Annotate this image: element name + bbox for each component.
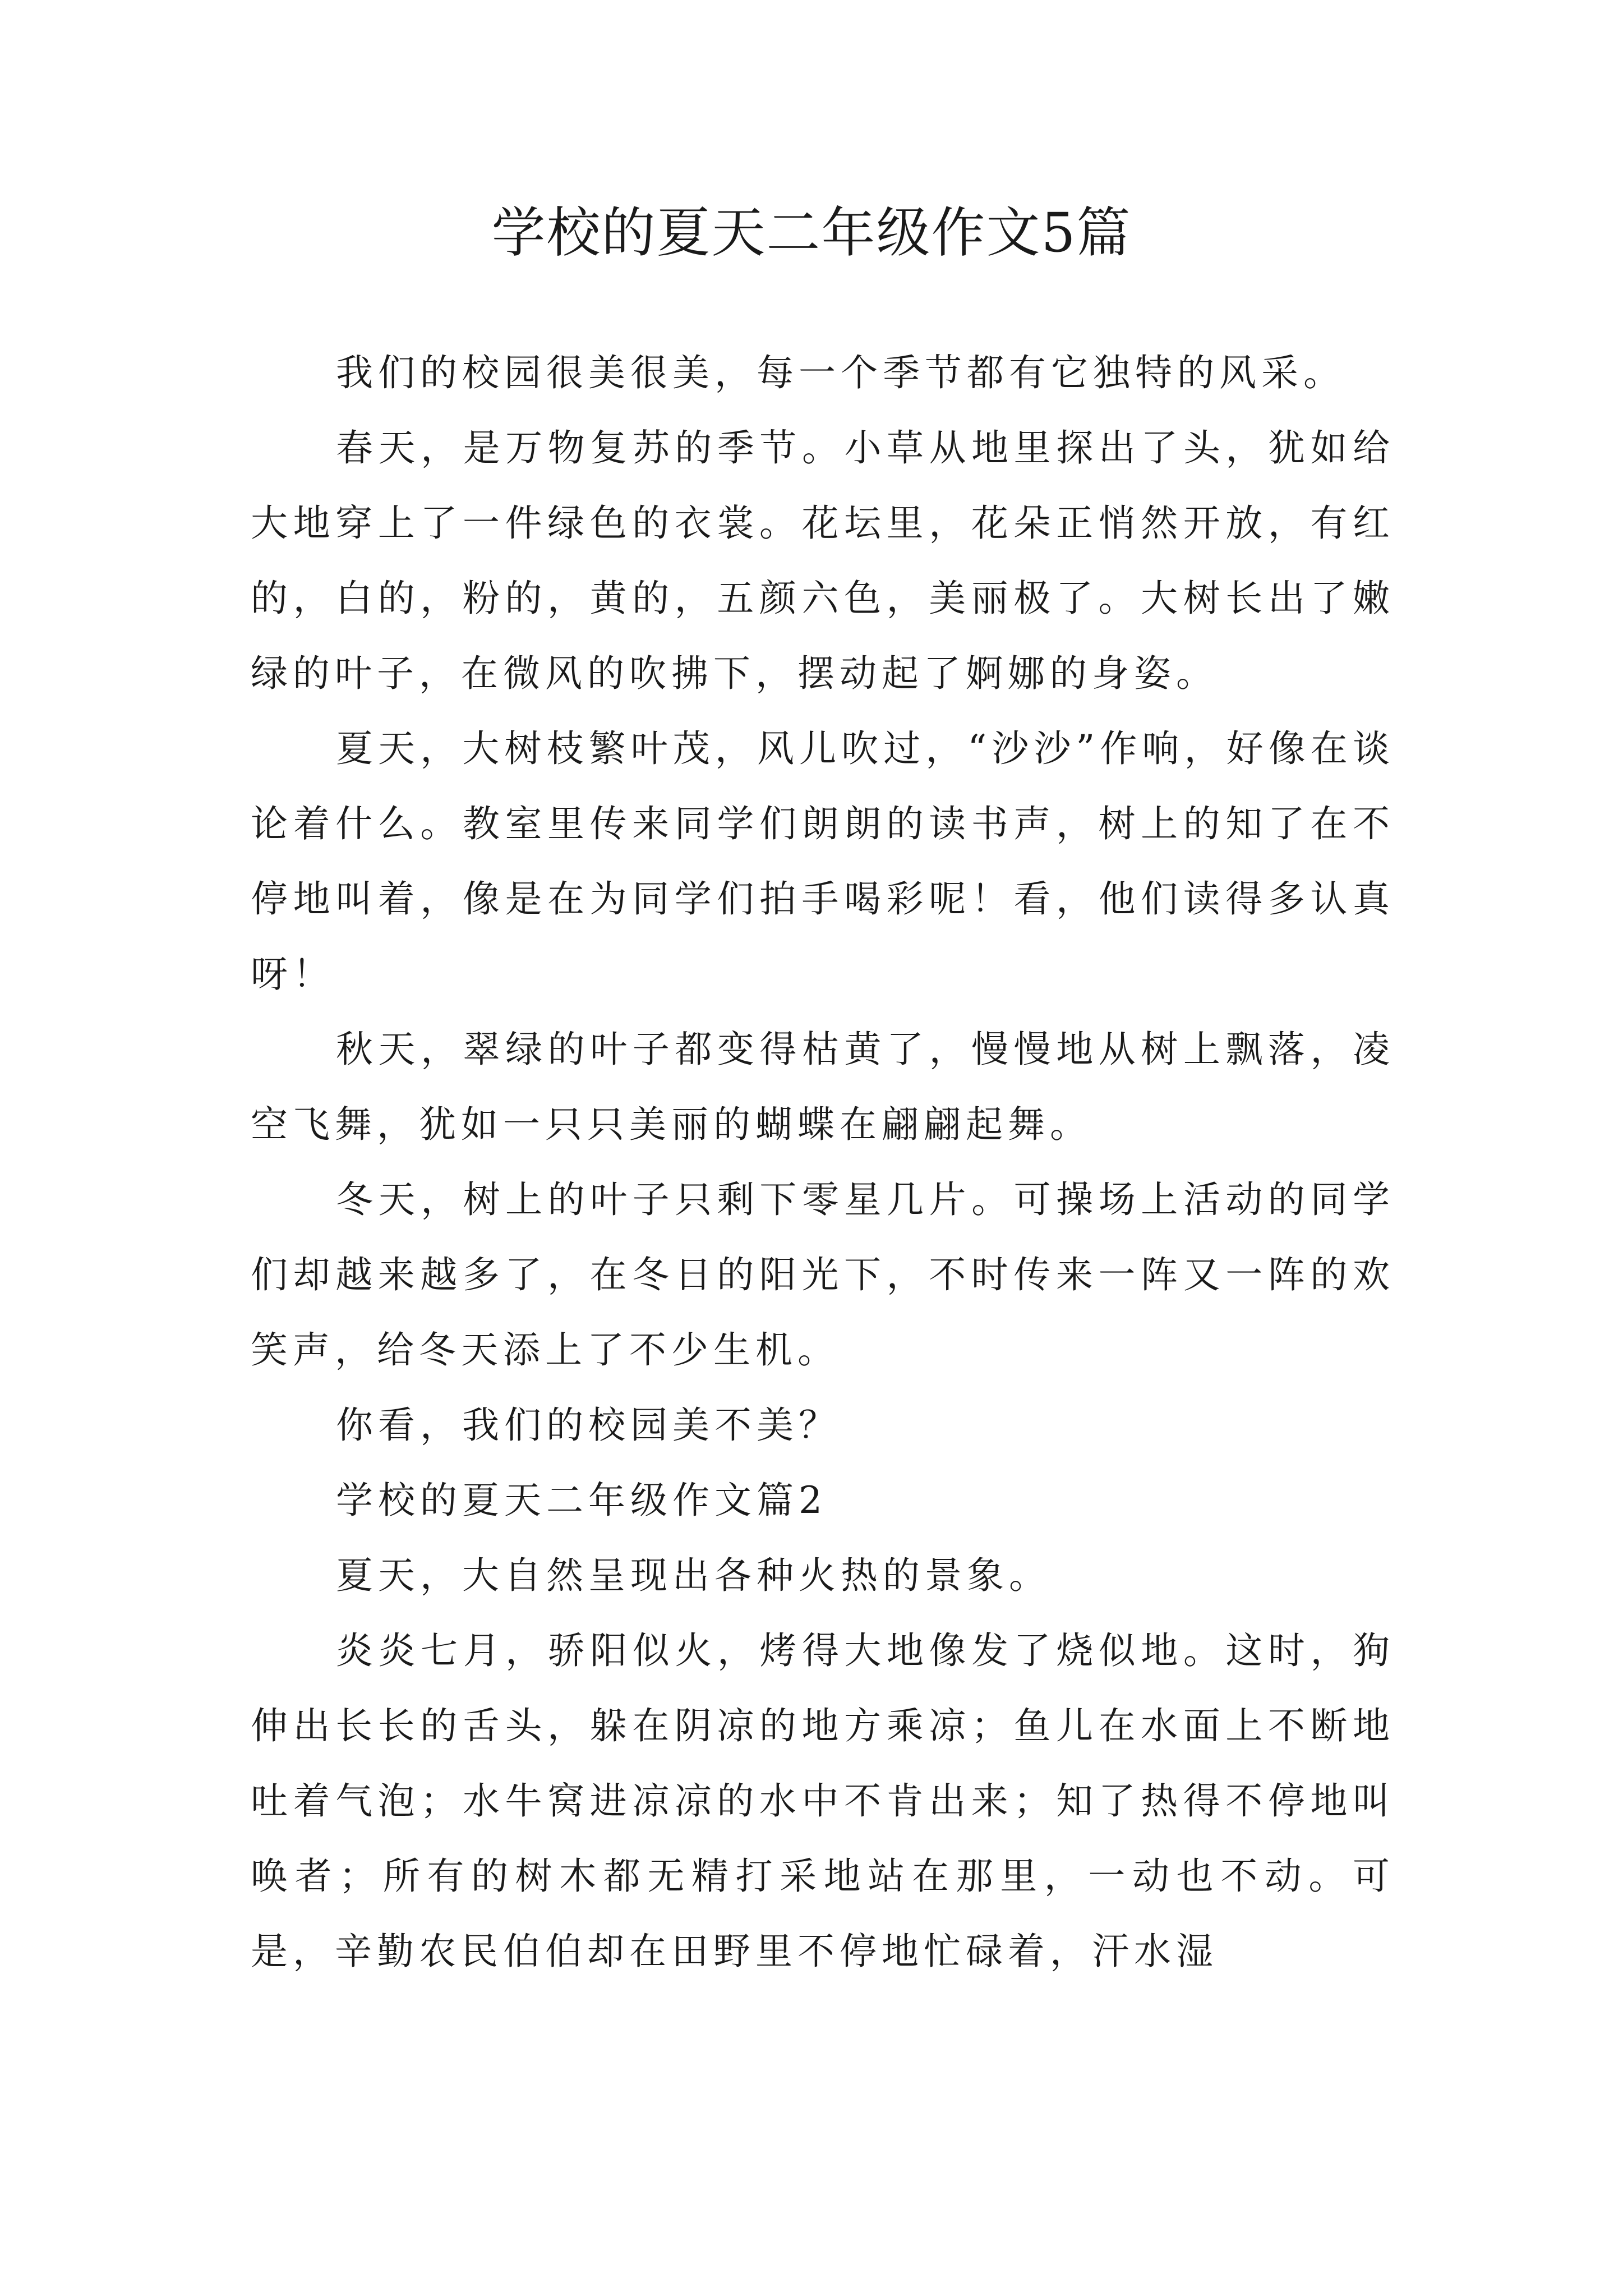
section-heading-2: 学校的夏天二年级作文篇2 <box>336 1479 827 1522</box>
paragraph-4: 秋天，翠绿的叶子都变得枯黄了，慢慢地从树上飘落，凌空飞舞，犹如一只只美丽的蝴蝶在翩翩起舞。 <box>251 1028 1395 1146</box>
paragraph-6: 你看，我们的校园美不美？ <box>336 1404 841 1447</box>
paragraph-5: 冬天，树上的叶子只剩下零星几片。可操场上活动的同学们却越来越多了，在冬日的阳光下，不时传来一阵又一阵的欢笑声，给冬天添上了不少生机。 <box>251 1178 1395 1372</box>
paragraph-9: 炎炎七月，骄阳似火，烤得大地像发了烧似地。这时，狗伸出长长的舌头，躲在阴凉的地方乘凉；鱼儿在水面上不断地吐着气泡；水牛窝进凉凉的水中不肯出来；知了热得不停地叫唤者；所有的树木都无精打采地站在那里，一动也不动。可是，辛勤农民伯伯却在田野里不停地忙碌着，汗水湿 <box>251 1629 1395 1973</box>
paragraph-1: 我们的校园很美很美，每一个季节都有它独特的风采。 <box>336 351 1345 394</box>
document-body <box>251 335 1395 1989</box>
paragraph-3: 夏天，大树枝繁叶茂，风儿吹过，“沙沙”作响，好像在谈论着什么。教室里传来同学们朗朗的读书声，树上的知了在不停地叫着，像是在为同学们拍手喝彩呢！看，他们读得多认真呀！ <box>251 727 1395 996</box>
paragraph-8: 夏天，大自然呈现出各种火热的景象。 <box>336 1554 1051 1597</box>
paragraph-2: 春天，是万物复苏的季节。小草从地里探出了头，犹如给大地穿上了一件绿色的衣裳。花坛里，花朵正悄然开放，有红的，白的，粉的，黄的，五颜六色，美丽极了。大树长出了嫩绿的叶子，在微风的吹拂下，摆动起了婀娜的身姿。 <box>251 426 1395 695</box>
document-title: 学校的夏天二年级作文5篇 <box>491 201 1132 264</box>
